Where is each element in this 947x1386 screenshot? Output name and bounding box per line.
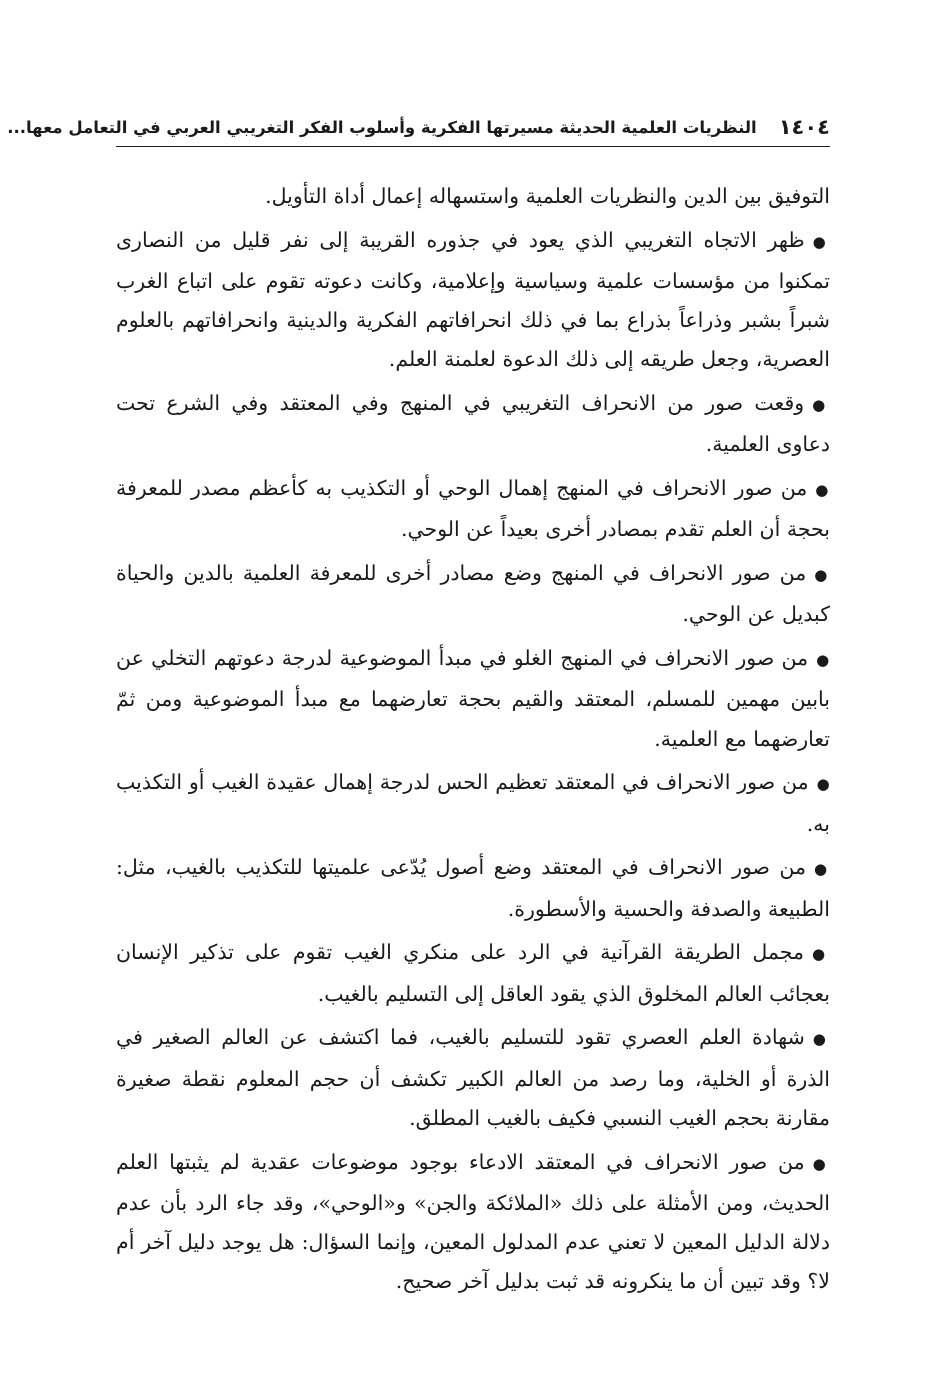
bullet-icon: ●	[812, 232, 830, 251]
header-divider	[116, 146, 830, 147]
paragraph-text: من صور الانحراف في المعتقد الادعاء بوجود موضوعات عقدية لم يثبتها العلم الحديث، ومن الأمثلة على ذلك «الملائكة والجن» و«الوحي»، وقد جاء الرد بأن عدم دلالة الدليل المعين لا تعني عدم المدلول المعين، وإنما السؤال: هل يوجد دليل آخر أم لا؟ وقد تبين أن ما ينكرونه قد ثبت بدليل آخر صحيح.	[116, 1149, 830, 1294]
bullet-paragraph	[116, 221, 830, 380]
paragraph-text: من صور الانحراف في المنهج الغلو في مبدأ الموضوعية لدرجة دعوتهم التخلي عن بابين مهمين للمسلم، المعتقد والقيم بحجة تعارضهما مع مبدأ الموضوعية ومن ثمّ تعارضهما مع العلمية.	[116, 646, 830, 751]
bullet-icon: ●	[812, 1154, 830, 1173]
bullet-paragraph	[116, 469, 830, 549]
running-title: النظريات العلمية الحديثة مسيرتها الفكرية وأسلوب الفكر التغريبي العربي في التعامل معها...	[7, 117, 757, 137]
page-number: ١٤٠٤	[778, 115, 830, 139]
paragraph-text: من صور الانحراف في المنهج وضع مصادر أخرى للمعرفة العلمية بالدين والحياة كبديل عن الوحي.	[116, 561, 830, 627]
bullet-paragraph	[116, 554, 830, 634]
bullet-icon: ●	[816, 651, 830, 670]
bullet-paragraph	[116, 384, 830, 464]
paragraph-text: التوفيق بين الدين والنظريات العلمية واستسهاله إعمال أداة التأويل.	[265, 184, 830, 208]
bullet-icon: ●	[812, 396, 830, 415]
paragraph-text: شهادة العلم العصري تقود للتسليم بالغيب، فما اكتشف عن العالم الصغير في الذرة أو الخلية، وما رصد من العالم الكبير تكشف أن حجم المعلوم نقطة صغيرة مقارنة بحجم الغيب النسبي فكيف بالغيب المطلق.	[116, 1025, 830, 1130]
bullet-icon: ●	[816, 775, 830, 794]
bullet-icon: ●	[815, 481, 830, 500]
bullet-icon: ●	[811, 945, 830, 964]
bullet-icon: ●	[813, 860, 830, 879]
bullet-paragraph	[116, 933, 830, 1013]
bullet-paragraph	[116, 639, 830, 759]
bullet-paragraph	[116, 1143, 830, 1302]
bullet-paragraph	[116, 763, 830, 843]
running-header	[7, 112, 830, 142]
bullet-paragraph	[116, 848, 830, 928]
body-text	[116, 177, 830, 1306]
paragraph-text: من صور الانحراف في المنهج إهمال الوحي أو التكذيب به كأعظم مصدر للمعرفة بحجة أن العلم تقدم بمصادر أخرى بعيداً عن الوحي.	[116, 476, 830, 542]
paragraph-text: ظهر الاتجاه التغريبي الذي يعود في جذوره القريبة إلى نفر قليل من النصارى تمكنوا من مؤسسات علمية وسياسية وإعلامية، وكانت دعوته تقوم على اتباع الغرب شبراً بشبر وذراعاً بذراع بما في ذلك انحرافاتهم الفكرية والدينية وانحرافاتهم بالعلوم العصرية، وجعل طريقه إلى ذلك الدعوة لعلمنة العلم.	[116, 227, 830, 372]
paragraph-text: من صور الانحراف في المعتقد تعظيم الحس لدرجة إهمال عقيدة الغيب أو التكذيب به.	[116, 770, 830, 836]
bullet-paragraph	[116, 1018, 830, 1138]
paragraph-text: مجمل الطريقة القرآنية في الرد على منكري الغيب تقوم على تذكير الإنسان بعجائب العالم المخلوق الذي يقود العاقل إلى التسليم بالغيب.	[116, 940, 830, 1006]
paragraph-text: وقعت صور من الانحراف التغريبي في المنهج وفي المعتقد وفي الشرع تحت دعاوى العلمية.	[116, 391, 830, 457]
paragraph-continuation	[116, 177, 830, 216]
paragraph-text: من صور الانحراف في المعتقد وضع أصول يُدّعى علميتها للتكذيب بالغيب، مثل: الطبيعة والصدفة والحسية والأسطورة.	[116, 855, 830, 921]
bullet-icon: ●	[814, 566, 831, 585]
bullet-icon: ●	[812, 1030, 830, 1049]
